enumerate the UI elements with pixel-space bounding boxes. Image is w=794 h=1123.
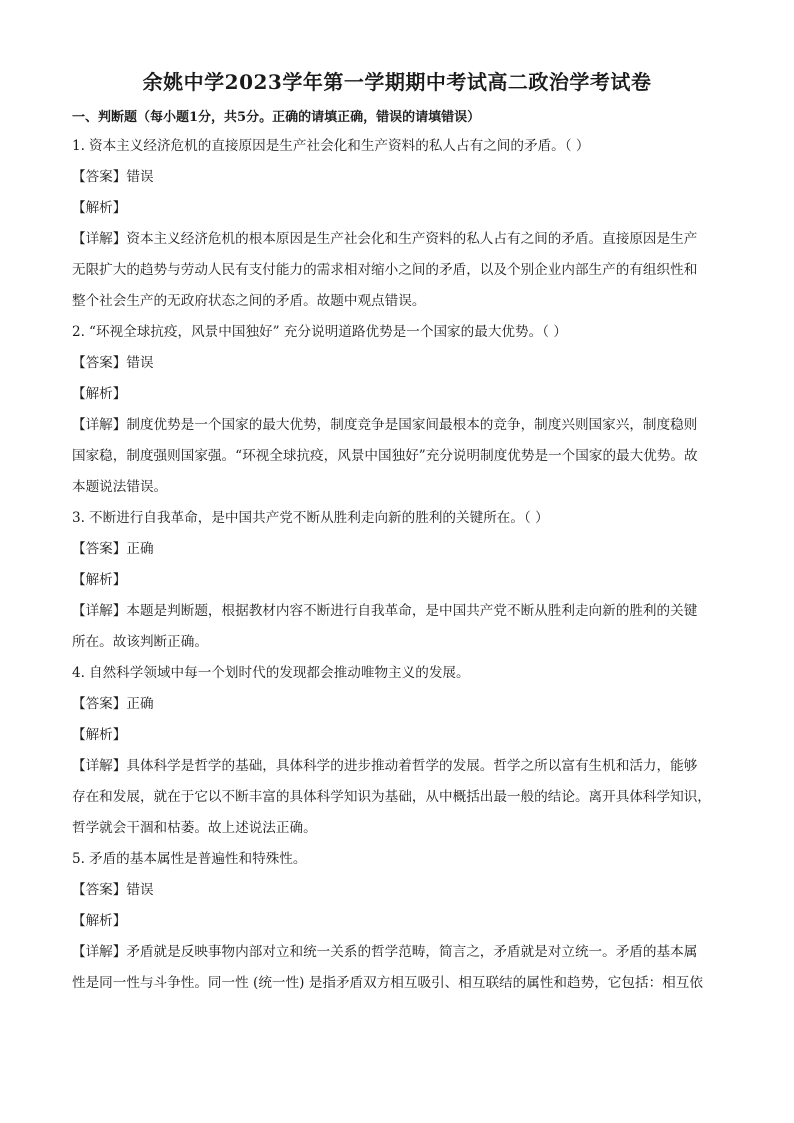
analysis-label: 【解析】	[72, 572, 127, 588]
detail-line: 所在。故该判断正确。	[72, 634, 208, 650]
question-block-1	[72, 131, 732, 317]
answer-line: 【答案】错误	[72, 882, 154, 898]
question-number: 5.	[72, 851, 85, 867]
detail-line: 【详解】矛盾就是反映事物内部对立和统一关系的哲学范畴，简言之，矛盾就是对立统一。矛盾的基本属	[72, 944, 698, 960]
detail-line: 【详解】资本主义经济危机的根本原因是生产社会化和生产资料的私人占有之间的矛盾。直接原因是生产	[72, 231, 698, 247]
question-block-3	[72, 503, 732, 658]
question-number: 3.	[72, 510, 85, 526]
detail-line: 整个社会生产的无政府状态之间的矛盾。故题中观点错误。	[72, 293, 426, 309]
detail-line: 无限扩大的趋势与劳动人民有支付能力的需求相对缩小之间的矛盾，以及个别企业内部生产的有组织性和	[72, 262, 698, 278]
question-statement: “环视全球抗疫，风景中国独好” 充分说明道路优势是一个国家的最大优势。（ ）	[88, 324, 567, 340]
answer-line: 【答案】正确	[72, 696, 154, 712]
question-text	[72, 658, 732, 689]
question-block-4	[72, 658, 732, 844]
analysis-label: 【解析】	[72, 727, 127, 743]
question-number: 4.	[72, 665, 85, 681]
section-heading: 一、判断题（每小题1分，共5分。正确的请填正确，错误的请填错误）	[72, 110, 481, 125]
detail-paragraph	[72, 937, 732, 999]
detail-paragraph	[72, 596, 732, 658]
question-text	[72, 317, 732, 348]
detail-line: 性是同一性与斗争性。同一性 (统一性) 是指矛盾双方相互吸引、相互联结的属性和趋势，它包括：相互依	[72, 975, 703, 991]
question-text	[72, 503, 732, 534]
question-statement: 资本主义经济危机的直接原因是生产社会化和生产资料的私人占有之间的矛盾。（ ）	[88, 138, 590, 154]
question-statement: 不断进行自我革命，是中国共产党不断从胜利走向新的胜利的关键所在。（ ）	[88, 510, 549, 526]
detail-line: 本题说法错误。	[72, 479, 168, 495]
document-title: 余姚中学2023学年第一学期期中考试高二政治学考试卷	[142, 70, 652, 94]
question-number: 2.	[72, 324, 85, 340]
answer-line: 【答案】错误	[72, 169, 154, 185]
analysis-label: 【解析】	[72, 386, 127, 402]
answer-line: 【答案】正确	[72, 541, 154, 557]
answer-line: 【答案】错误	[72, 355, 154, 371]
detail-line: 【详解】制度优势是一个国家的最大优势，制度竞争是国家间最根本的竞争，制度兴则国家兴，制度稳则	[72, 417, 698, 433]
question-statement: 自然科学领域中每一个划时代的发现都会推动唯物主义的发展。	[88, 665, 470, 681]
detail-line: 【详解】本题是判断题，根据教材内容不断进行自我革命，是中国共产党不断从胜利走向新的胜利的关键	[72, 603, 698, 619]
question-number: 1.	[72, 138, 85, 154]
detail-line: 存在和发展，就在于它以不断丰富的具体科学知识为基础，从中概括出最一般的结论。离开具体科学知识，	[72, 789, 711, 805]
analysis-label: 【解析】	[72, 200, 127, 216]
detail-paragraph	[72, 751, 732, 844]
analysis-label: 【解析】	[72, 913, 127, 929]
question-text	[72, 131, 732, 162]
question-block-2	[72, 317, 732, 503]
question-statement: 矛盾的基本属性是普遍性和特殊性。	[88, 851, 307, 867]
detail-paragraph	[72, 410, 732, 503]
question-text	[72, 844, 732, 875]
detail-line: 【详解】具体科学是哲学的基础，具体科学的进步推动着哲学的发展。哲学之所以富有生机和活力，能够	[72, 758, 698, 774]
document-body	[72, 104, 732, 999]
detail-line: 国家稳，制度强则国家强。“环视全球抗疫，风景中国独好”充分说明制度优势是一个国家的最大优势。故	[72, 448, 698, 464]
detail-line: 哲学就会干涸和枯萎。故上述说法正确。	[72, 820, 317, 836]
detail-paragraph	[72, 224, 732, 317]
question-block-5	[72, 844, 732, 999]
